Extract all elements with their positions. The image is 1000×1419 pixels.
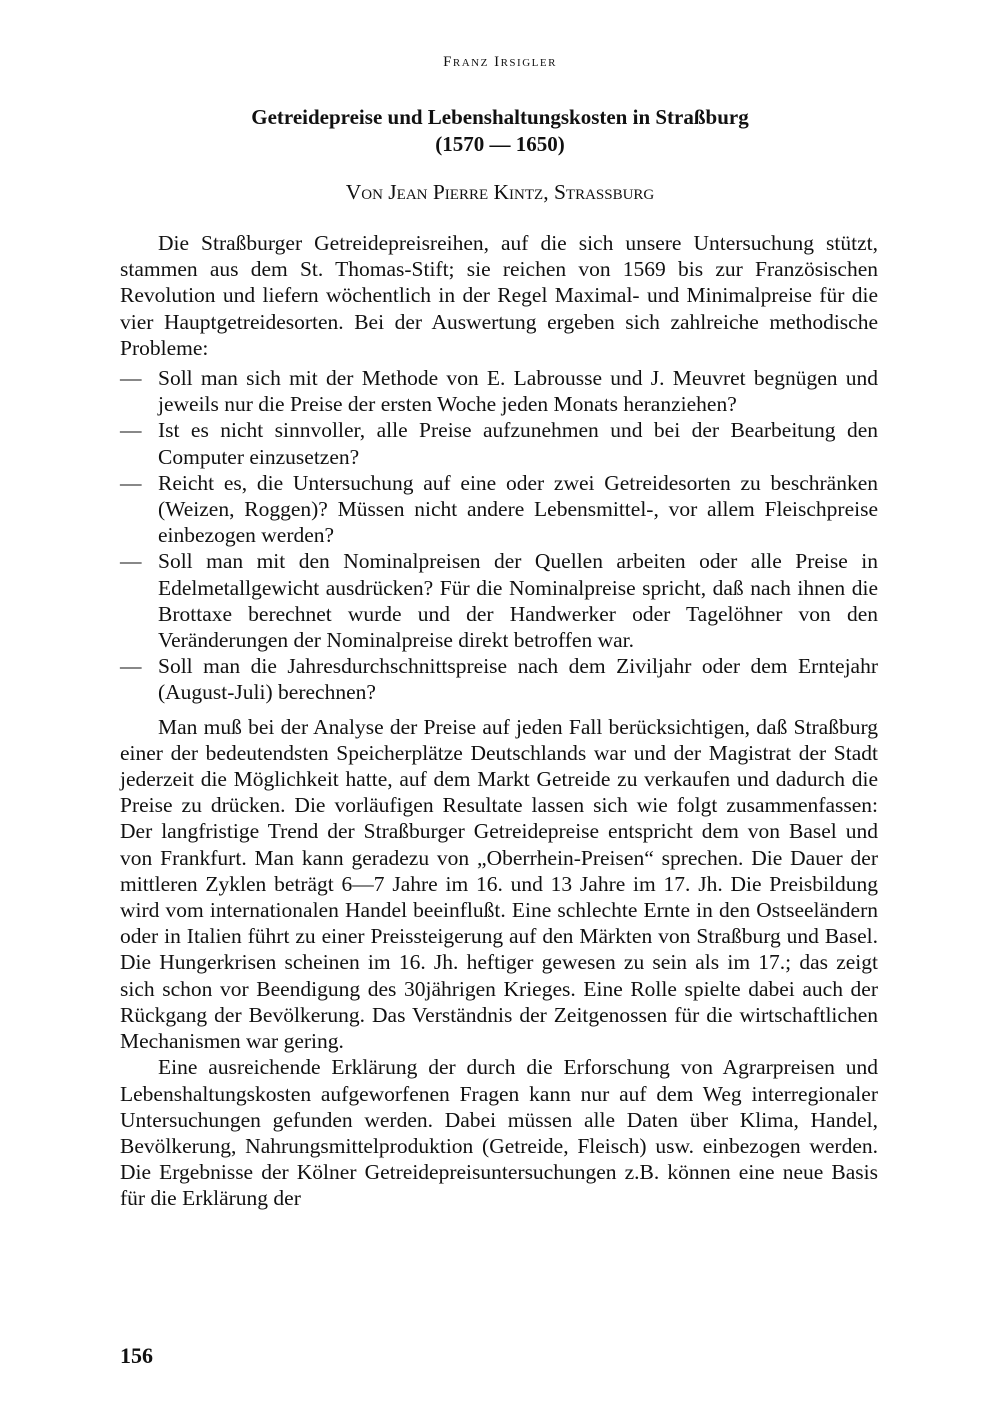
page-number: 156 [120, 1343, 153, 1368]
list-item-text: Reicht es, die Untersuchung auf eine oder zwei Getreidesorten zu beschränken (Weizen, Roggen)? Müssen nicht andere Lebensmittel-, vor allem Fleischpreise einbezogen werden? [158, 470, 878, 548]
list-item-text: Soll man die Jahresdurchschnittspreise nach dem Ziviljahr oder dem Erntejahr (August-Juli) berechnen? [158, 654, 878, 705]
list-dash: — [120, 654, 142, 679]
running-head-author: Franz Irsigler [443, 54, 557, 70]
article-title-line-2: (1570 — 1650) [435, 132, 565, 156]
byline-text: Von Jean Pierre Kintz, Straßburg [345, 180, 655, 204]
list-dash: — [120, 366, 142, 391]
list-item [120, 653, 878, 705]
methodological-questions-list [120, 365, 878, 706]
article-title [150, 104, 850, 158]
intro-paragraph: Die Straßburger Getreidepreisreihen, auf die sich unsere Untersuchung stützt, stammen aus dem St. Thomas-Stift; sie reichen von 1569 bis zur Französischen Revolution und liefern wöchentlich in der Regel Maximal- und Minimalpreise für die vier Hauptgetreidesorten. Bei der Auswertung ergeben sich zahlreiche methodische Probleme: [120, 231, 878, 360]
list-item-text: Soll man mit den Nominalpreisen der Quellen arbeiten oder alle Preise in Edelmetallgewicht ausdrücken? Für die Nominalpreise spricht, daß nach ihnen die Brottaxe berechnet wurde und der Handwerker oder Tagelöhner von den Veränderungen der Nominalpreise direkt betroffen war. [158, 549, 878, 653]
conclusion-paragraph: Eine ausreichende Erklärung der durch die Erforschung von Agrarpreisen und Lebenshaltungskosten aufgeworfenen Fragen kann nur auf dem Weg interregionaler Untersuchungen gefunden werden. Dabei müssen alle Daten über Klima, Handel, Bevölkerung, Nahrungsmittelproduktion (Getreide, Fleisch) usw. einbezogen werden. Die Ergebnisse der Kölner Getreidepreisuntersuchungen z.B. können eine neue Basis für die Erklärung der [120, 1055, 878, 1211]
list-item [120, 417, 878, 469]
list-dash: — [120, 470, 142, 495]
list-item [120, 365, 878, 417]
list-item-text: Ist es nicht sinnvoller, alle Preise aufzunehmen und bei der Bearbeitung den Computer einzusetzen? [158, 418, 878, 469]
list-item [120, 470, 878, 549]
article-byline [0, 180, 1000, 205]
running-head [0, 54, 1000, 71]
list-item-text: Soll man sich mit der Methode von E. Labrousse und J. Meuvret begnügen und jeweils nur die Preise der ersten Woche jeden Monats heranziehen? [158, 366, 878, 417]
article-body [120, 230, 878, 1212]
article-title-line-1: Getreidepreise und Lebenshaltungskosten in Straßburg [251, 105, 749, 129]
list-dash: — [120, 418, 142, 443]
results-paragraph: Man muß bei der Analyse der Preise auf jeden Fall berücksichtigen, daß Straßburg einer der bedeutendsten Speicherplätze Deutschlands war und der Magistrat der Stadt jederzeit die Möglichkeit hatte, auf dem Markt Getreide zu verkaufen und dadurch die Preise zu drücken. Die vorläufigen Resultate lassen sich wie folgt zusammenfassen: Der langfristige Trend der Straßburger Getreidepreise entspricht dem von Basel und von Frankfurt. Man kann geradezu von „Oberrhein-Preisen“ sprechen. Die Dauer der mittleren Zyklen beträgt 6—7 Jahre im 16. und 13 Jahre im 17. Jh. Die Preisbildung wird vom internationalen Handel beeinflußt. Eine schlechte Ernte in den Ostseeländern oder in Italien führt zu einer Preissteigerung auf den Märkten von Straßburg und Basel. Die Hungerkrisen scheinen im 16. Jh. heftiger gewesen zu sein als im 17.; das zeigt sich schon vor Beendigung des 30jährigen Krieges. Eine Rolle spielte dabei auch der Rückgang der Bevölkerung. Das Verständnis der Zeitgenossen für die wirtschaftlichen Mechanismen war gering. [120, 714, 878, 1054]
list-item [120, 548, 878, 653]
list-dash: — [120, 549, 142, 574]
